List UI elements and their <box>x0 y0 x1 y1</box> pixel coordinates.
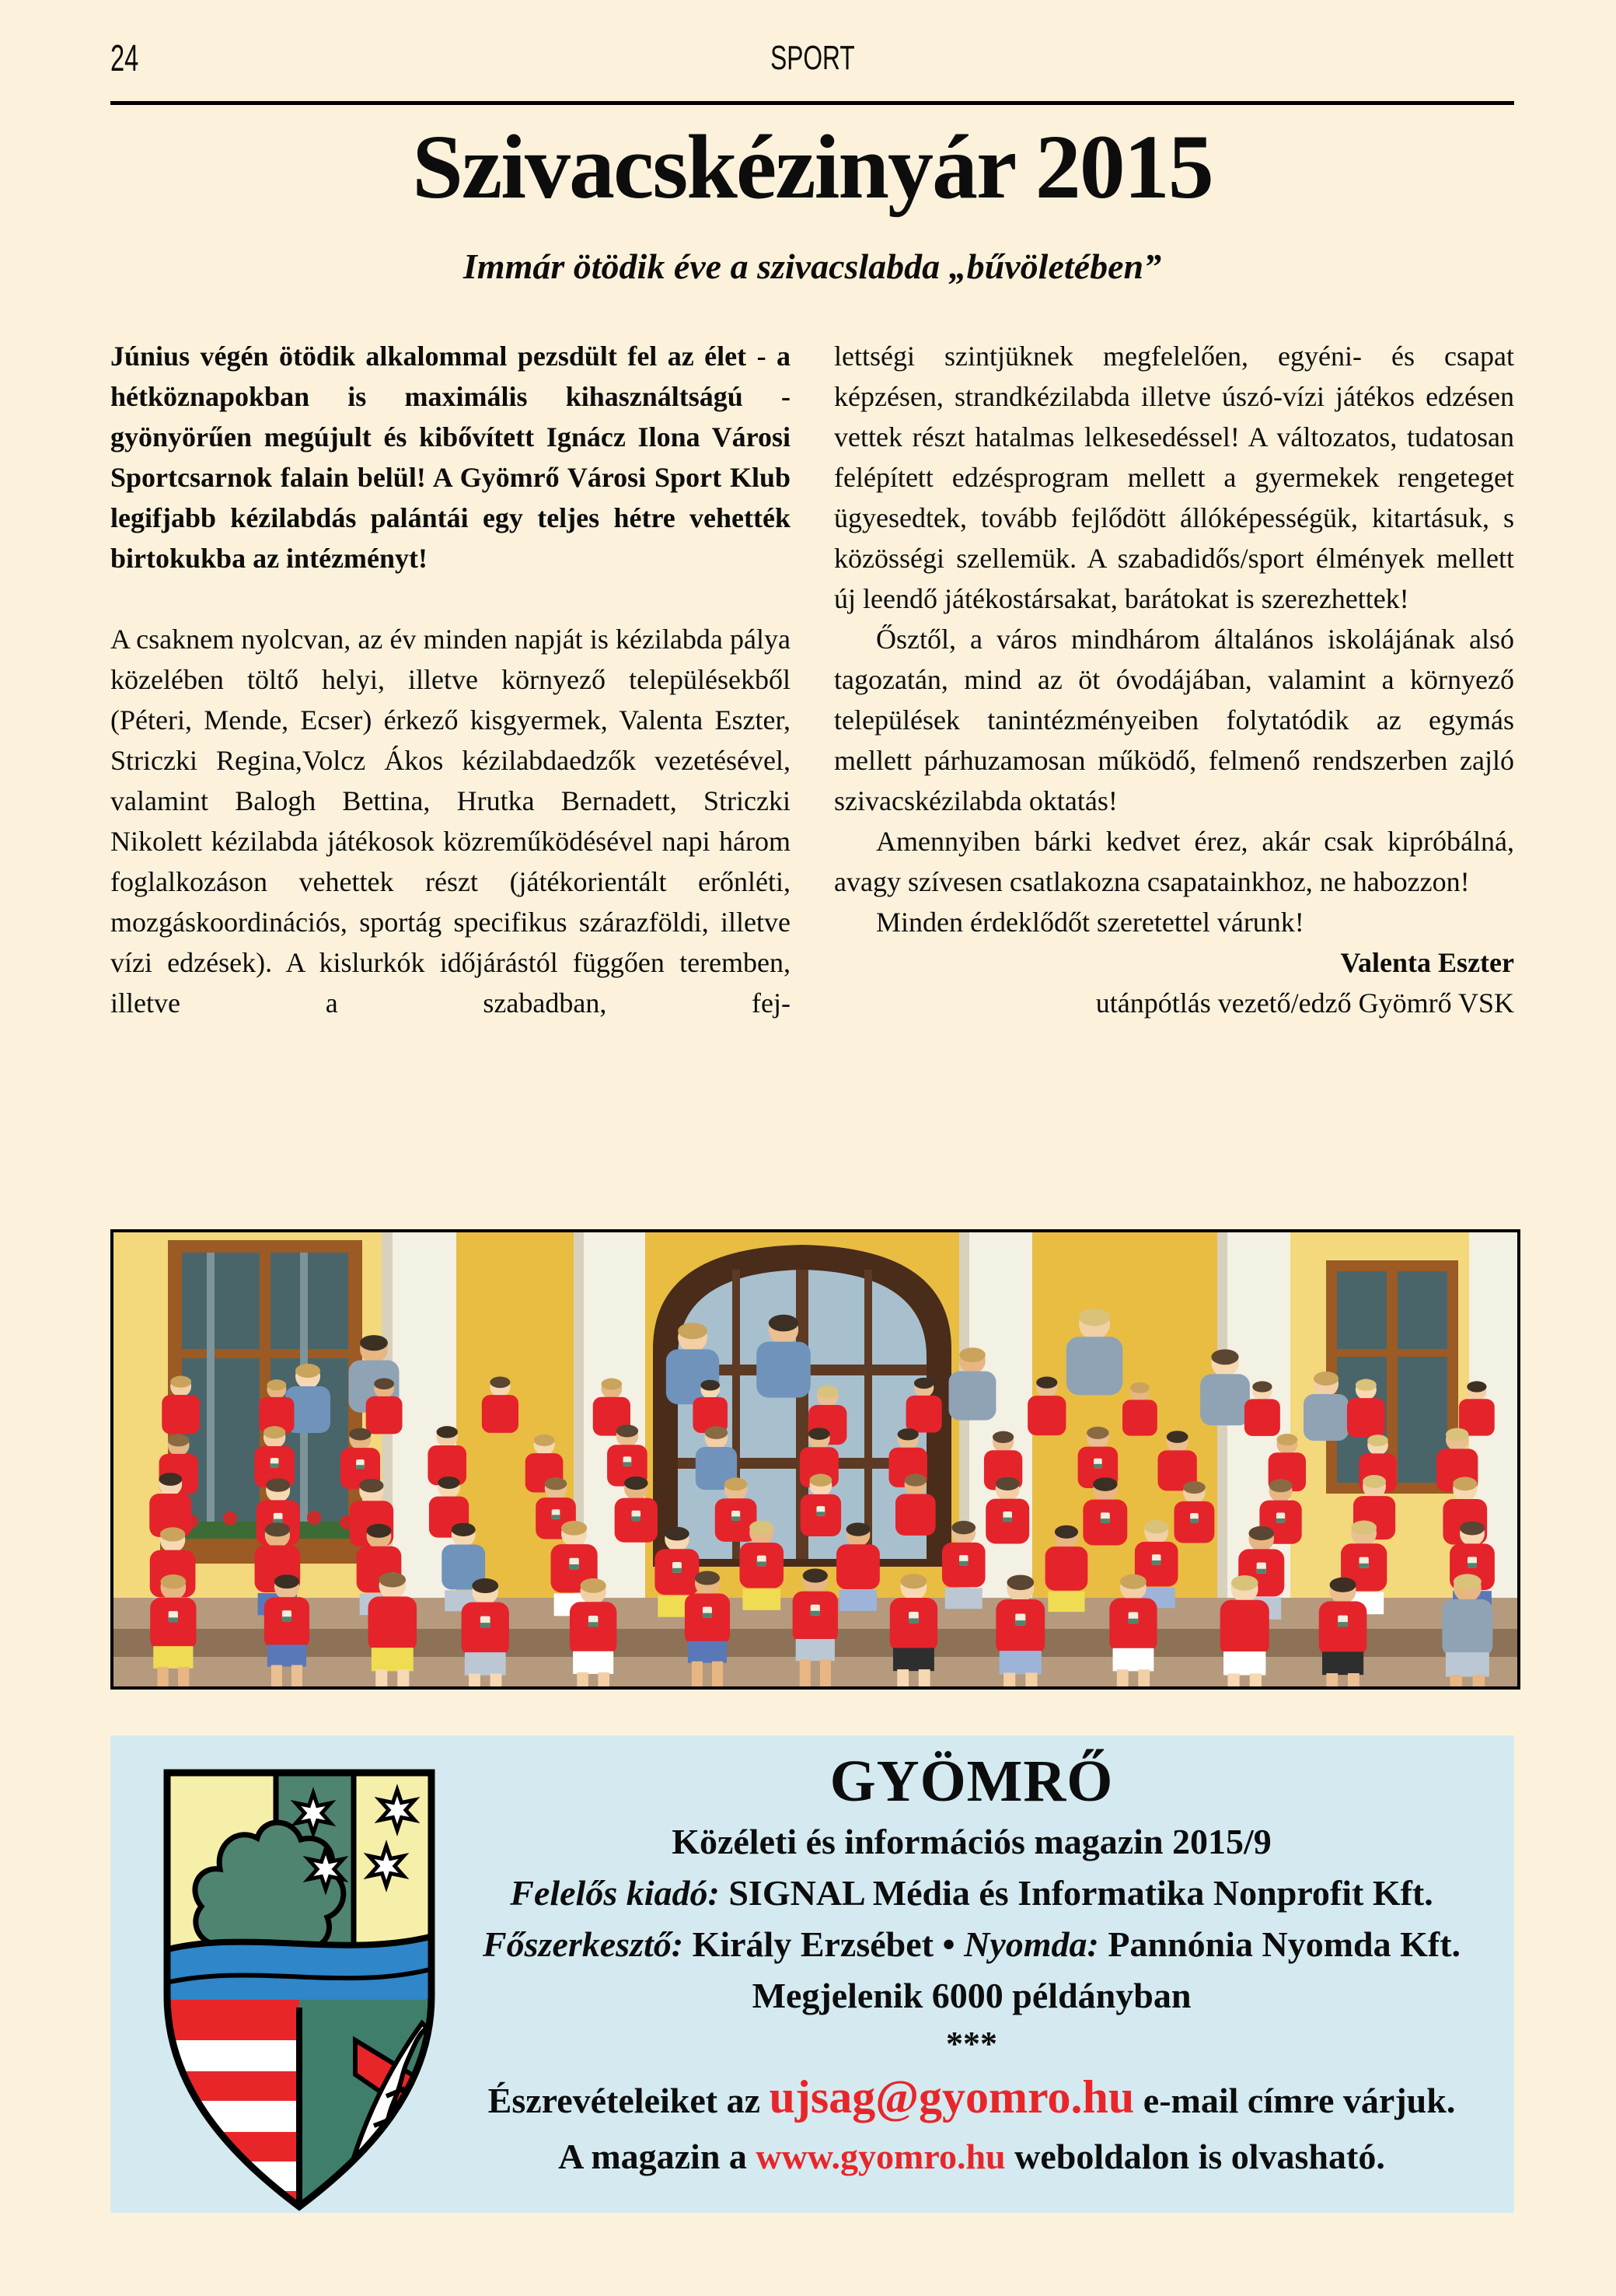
web-post: weboldalon is olvasható. <box>1005 2137 1385 2176</box>
header-rule <box>110 101 1514 105</box>
publisher-value: SIGNAL Média és Informatika Nonprofit Kft. <box>719 1873 1433 1913</box>
group-photo <box>110 1229 1520 1690</box>
signature-name: Valenta Eszter <box>1340 947 1514 978</box>
paragraph: Ősztől, a város mindhárom általános iskolájának alsó tagozatán, mind az öt óvodájában, valamint a környező települések tanintézményeiben folytatódik az egymás mellett párhuzamosan működő, felmenő rendszerben zajló szivacskézilabda oktatás! <box>834 624 1514 816</box>
website-link[interactable]: www.gyomro.hu <box>756 2137 1006 2176</box>
paragraph: Amennyiben bárki kedvet érez, akár csak kipróbálná, avagy szívesen csatlakozna csapatainkhoz, ne habozzon! <box>834 826 1514 897</box>
paragraph: Június végén ötödik alkalommal pezsdült fel az élet - a hétköznapokban is maximális kihasználtságú - gyönyörűen megújult és kibővített Ignácz Ilona Városi Sportcsarnok falain belül! A Gyömrő Városi Sport Klub legifjabb kézilabdás palántái egy teljes hétre vehették birtokukba az intézményt! <box>110 341 791 574</box>
article-title: Szivacskézinyár 2015 <box>412 116 1213 218</box>
paragraph: A csaknem nyolcvan, az év minden napját is kézilabda pálya közelében töltő helyi, illetve környező településekből (Péteri, Mende, Ecser) érkező kisgyermek, Valenta Eszter, Striczki Regina,Volcz Ákos kézilabdaedzők vezetésével, valamint Balogh Bettina, Hrutka Bernadett, Striczki Nikolett kézilabda játékosok közreműködésével napi három foglalkozáson vehettek részt (játékorientált erőnléti, mozgáskoordinációs, sportág specifikus szárazföldi, illetve vízi edzések). A kislurkók időjárástól függően teremben, illetve a szabadban, fej- <box>110 624 791 1019</box>
right-column <box>834 336 1514 1023</box>
printer-label: Nyomda: <box>964 1924 1099 1964</box>
signature-role: utánpótlás vezető/edző Gyömrő VSK <box>1095 987 1514 1019</box>
magazine-subtitle: Közéleti és információs magazin 2015/9 <box>672 1822 1272 1861</box>
left-column <box>110 336 791 1023</box>
group-photo-illustration <box>113 1232 1517 1686</box>
bullet-separator: • <box>942 1924 965 1964</box>
paragraph: Minden érdeklődőt szeretettel várunk! <box>876 907 1304 938</box>
editor-label: Főszerkesztő: <box>482 1924 684 1964</box>
colophon-box <box>110 1735 1514 2213</box>
printer-value: Pannónia Nyomda Kft. <box>1098 1924 1461 1964</box>
page-header <box>110 37 1514 100</box>
web-pre: A magazin a <box>558 2137 756 2176</box>
article-subtitle: Immár ötödik éve a szivacslabda „bűvöletében” <box>462 246 1162 286</box>
article-body <box>110 336 1514 1023</box>
magazine-title: GYÖMRŐ <box>829 1749 1114 1814</box>
circulation-line: Megjelenik 6000 példányban <box>752 1976 1192 2015</box>
feedback-pre: Észrevételeiket az <box>487 2081 770 2120</box>
gyomro-coat-of-arms <box>159 1767 439 2214</box>
paragraph: lettségi szintjüknek megfelelően, egyéni- és csapat képzésen, strandkézilabda illetve úszó-vízi játékos edzésen vettek részt hatalmas lelkesedéssel! A változatos, tudatosan felépített edzésprogram mellett a gyermekek rengeteget ügyesedtek, tovább fejlődött állóképességük, kitartásuk, s közösségi szellemük. A szabadidős/sport élmények mellett új leendő játékostársakat, barátokat is szerezhettek! <box>834 341 1514 614</box>
editor-value: Király Erzsébet <box>683 1924 943 1964</box>
editor-printer-line <box>437 1919 1506 1970</box>
feedback-post: e-mail címre várjuk. <box>1134 2081 1456 2120</box>
colophon-text <box>437 1746 1506 2182</box>
publisher-line <box>437 1868 1506 1919</box>
publisher-label: Felelős kiadó: <box>510 1873 720 1913</box>
website-line <box>437 2131 1506 2182</box>
feedback-line <box>437 2067 1506 2131</box>
page-number: 24 <box>110 38 139 79</box>
email-link[interactable]: ujsag@gyomro.hu <box>769 2071 1135 2123</box>
section-title: SPORT <box>770 39 855 77</box>
stars-separator: *** <box>946 2025 997 2063</box>
